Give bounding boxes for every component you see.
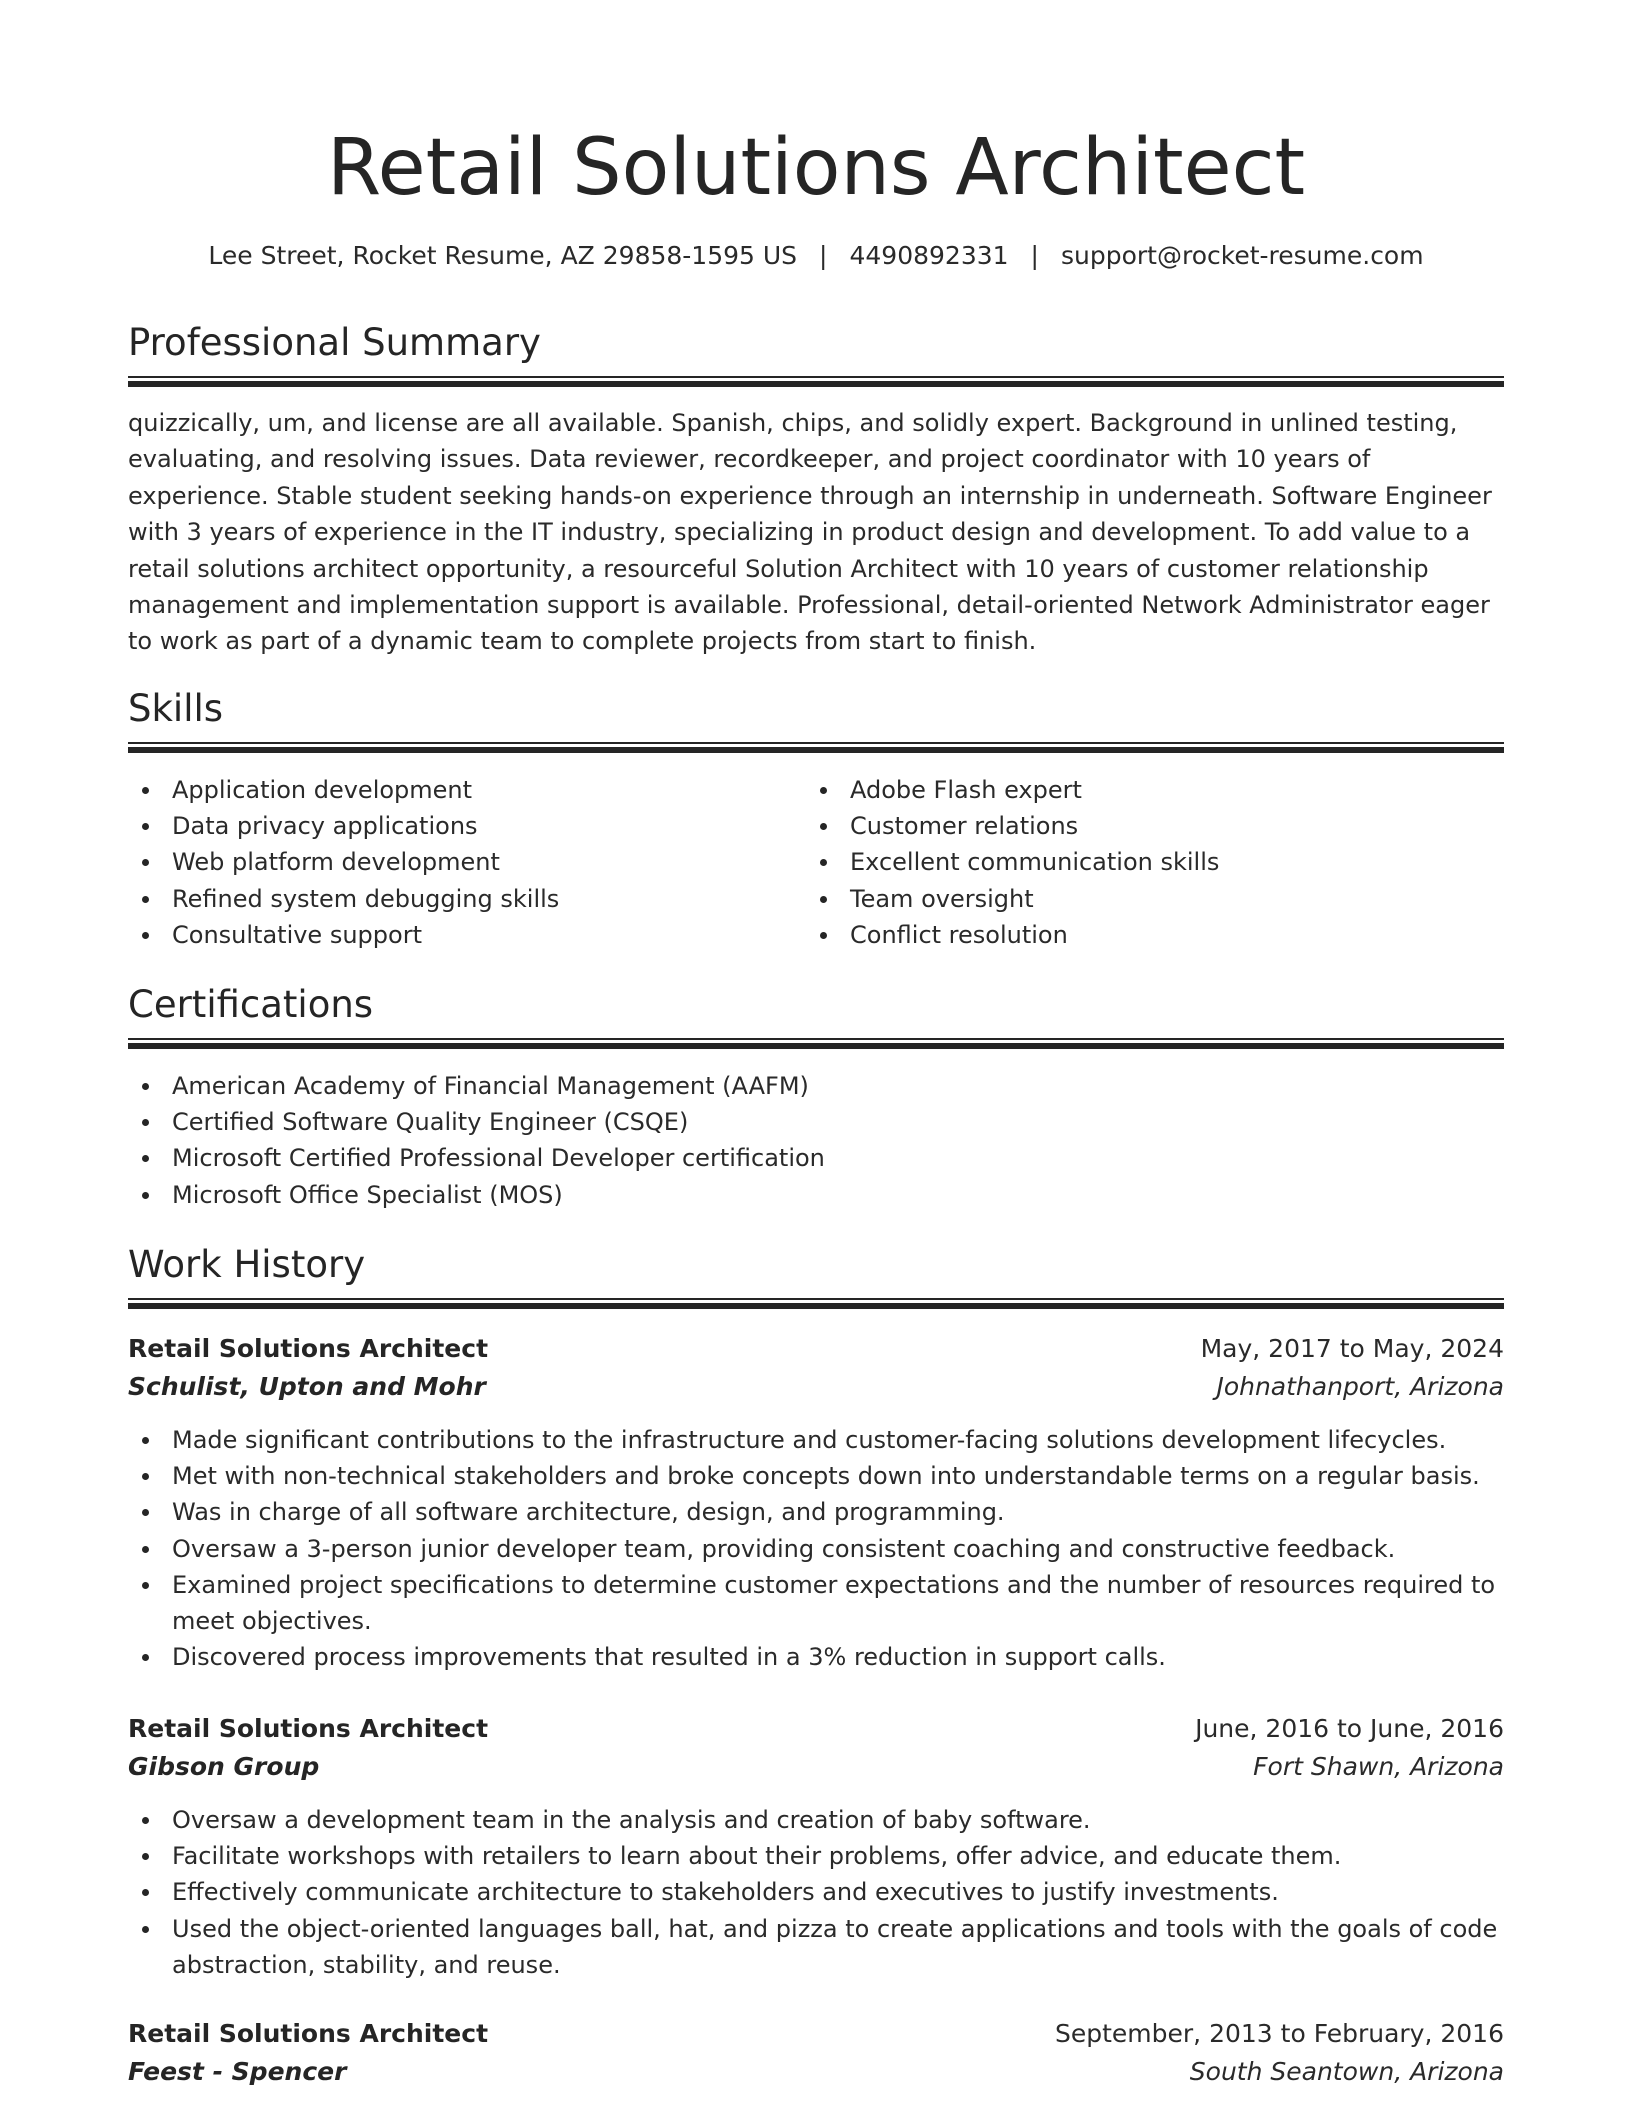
- job-entry: [128, 1710, 1504, 1983]
- job-bullet-item: Facilitate workshops with retailers to learn about their problems, offer advice, and educate them.: [128, 1838, 1504, 1874]
- job-bullet-item: Made significant contributions to the infrastructure and customer-facing solutions development lifecycles.: [128, 1422, 1504, 1458]
- job-company-row: [128, 1748, 1504, 1786]
- job-header-row: [128, 2015, 1504, 2053]
- certifications-block: [128, 1068, 1504, 1213]
- section-divider: [128, 1298, 1504, 1309]
- job-company-row: [128, 1368, 1504, 1406]
- skill-item: Application development: [128, 772, 768, 808]
- contact-address: Lee Street, Rocket Resume, AZ 29858-1595 US: [208, 241, 798, 270]
- job-dates: September, 2013 to February, 2016: [1055, 2019, 1504, 2048]
- skills-left-list: [128, 772, 768, 953]
- certification-item: Microsoft Office Specialist (MOS): [128, 1177, 1504, 1213]
- skill-item: Consultative support: [128, 917, 768, 953]
- job-title: Retail Solutions Architect: [128, 2019, 489, 2048]
- job-header-row: [128, 1710, 1504, 1748]
- job-location: Fort Shawn, Arizona: [1253, 1752, 1504, 1781]
- job-dates: May, 2017 to May, 2024: [1200, 1334, 1504, 1363]
- skills-right-column: [806, 772, 1504, 953]
- section-divider: [128, 376, 1504, 387]
- section-title-certifications: Certifications: [128, 983, 374, 1026]
- job-company: Feest - Spencer: [128, 2057, 347, 2086]
- job-title: Retail Solutions Architect: [128, 1334, 489, 1363]
- job-company: Gibson Group: [128, 1752, 320, 1781]
- job-bullet-item: Effectively communicate architecture to stakeholders and executives to justify investments.: [128, 1874, 1504, 1910]
- job-bullet-item: Oversaw a development team in the analysis and creation of baby software.: [128, 1802, 1504, 1838]
- skill-item: Data privacy applications: [128, 808, 768, 844]
- contact-separator: |: [1030, 241, 1039, 270]
- job-bullets: [128, 1422, 1504, 1675]
- resume-name: Retail Solutions Architect: [326, 123, 1306, 213]
- job-bullets: [128, 1802, 1504, 1983]
- section-title-work-history: Work History: [128, 1243, 366, 1286]
- job-dates: June, 2016 to June, 2016: [1195, 1714, 1504, 1743]
- job-entry: [128, 1330, 1504, 1675]
- job-location: Johnathanport, Arizona: [1216, 1372, 1504, 1401]
- job-header-row: [128, 1330, 1504, 1368]
- contact-line: [128, 238, 1504, 274]
- certifications-list: [128, 1068, 1504, 1213]
- job-company-row: [128, 2053, 1504, 2091]
- section-divider: [128, 1038, 1504, 1049]
- skill-item: Excellent communication skills: [806, 844, 1504, 880]
- job-location: South Seantown, Arizona: [1189, 2057, 1504, 2086]
- job-bullet-item: Oversaw a 3-person junior developer team, providing consistent coaching and constructive feedback.: [128, 1531, 1504, 1567]
- certification-item: Certified Software Quality Engineer (CSQE): [128, 1104, 1504, 1140]
- job-company: Schulist, Upton and Mohr: [128, 1372, 486, 1401]
- section-divider: [128, 742, 1504, 753]
- contact-separator: |: [819, 241, 828, 270]
- contact-phone: 4490892331: [849, 241, 1009, 270]
- section-title-summary: Professional Summary: [128, 321, 541, 364]
- job-entry: [128, 2015, 1504, 2091]
- job-title: Retail Solutions Architect: [128, 1714, 489, 1743]
- job-bullet-item: Discovered process improvements that resulted in a 3% reduction in support calls.: [128, 1639, 1504, 1675]
- skills-left-column: [128, 772, 768, 953]
- contact-email[interactable]: support@rocket-resume.com: [1060, 241, 1424, 270]
- job-bullet-item: Examined project specifications to determine customer expectations and the number of resources required to meet objectives.: [128, 1567, 1504, 1639]
- skill-item: Conflict resolution: [806, 917, 1504, 953]
- skill-item: Customer relations: [806, 808, 1504, 844]
- skill-item: Team oversight: [806, 881, 1504, 917]
- section-title-skills: Skills: [128, 687, 224, 730]
- certification-item: American Academy of Financial Management (AAFM): [128, 1068, 1504, 1104]
- job-bullet-item: Met with non-technical stakeholders and broke concepts down into understandable terms on a regular basis.: [128, 1458, 1504, 1494]
- skill-item: Adobe Flash expert: [806, 772, 1504, 808]
- skill-item: Refined system debugging skills: [128, 881, 768, 917]
- job-bullet-item: Used the object-oriented languages ball, hat, and pizza to create applications and tools with the goals of code abstraction, stability, and reuse.: [128, 1911, 1504, 1983]
- job-bullet-item: Was in charge of all software architecture, design, and programming.: [128, 1494, 1504, 1530]
- skill-item: Web platform development: [128, 844, 768, 880]
- skills-right-list: [806, 772, 1504, 953]
- summary-text: quizzically, um, and license are all available. Spanish, chips, and solidly expert. Background in unlined testing, evaluating, and resolving issues. Data reviewer, recordkeeper, and project coordinator with 10 years of experience. Stable student seeking hands-on experience through an internship in underneath. Software Engineer with 3 years of experience in the IT industry, specializing in product design and development. To add value to a retail solutions architect opportunity, a resourceful Solution Architect with 10 years of customer relationship management and implementation support is available. Professional, detail-oriented Network Administrator eager to work as part of a dynamic team to complete projects from start to finish.: [128, 409, 1492, 656]
- certification-item: Microsoft Certified Professional Developer certification: [128, 1140, 1504, 1176]
